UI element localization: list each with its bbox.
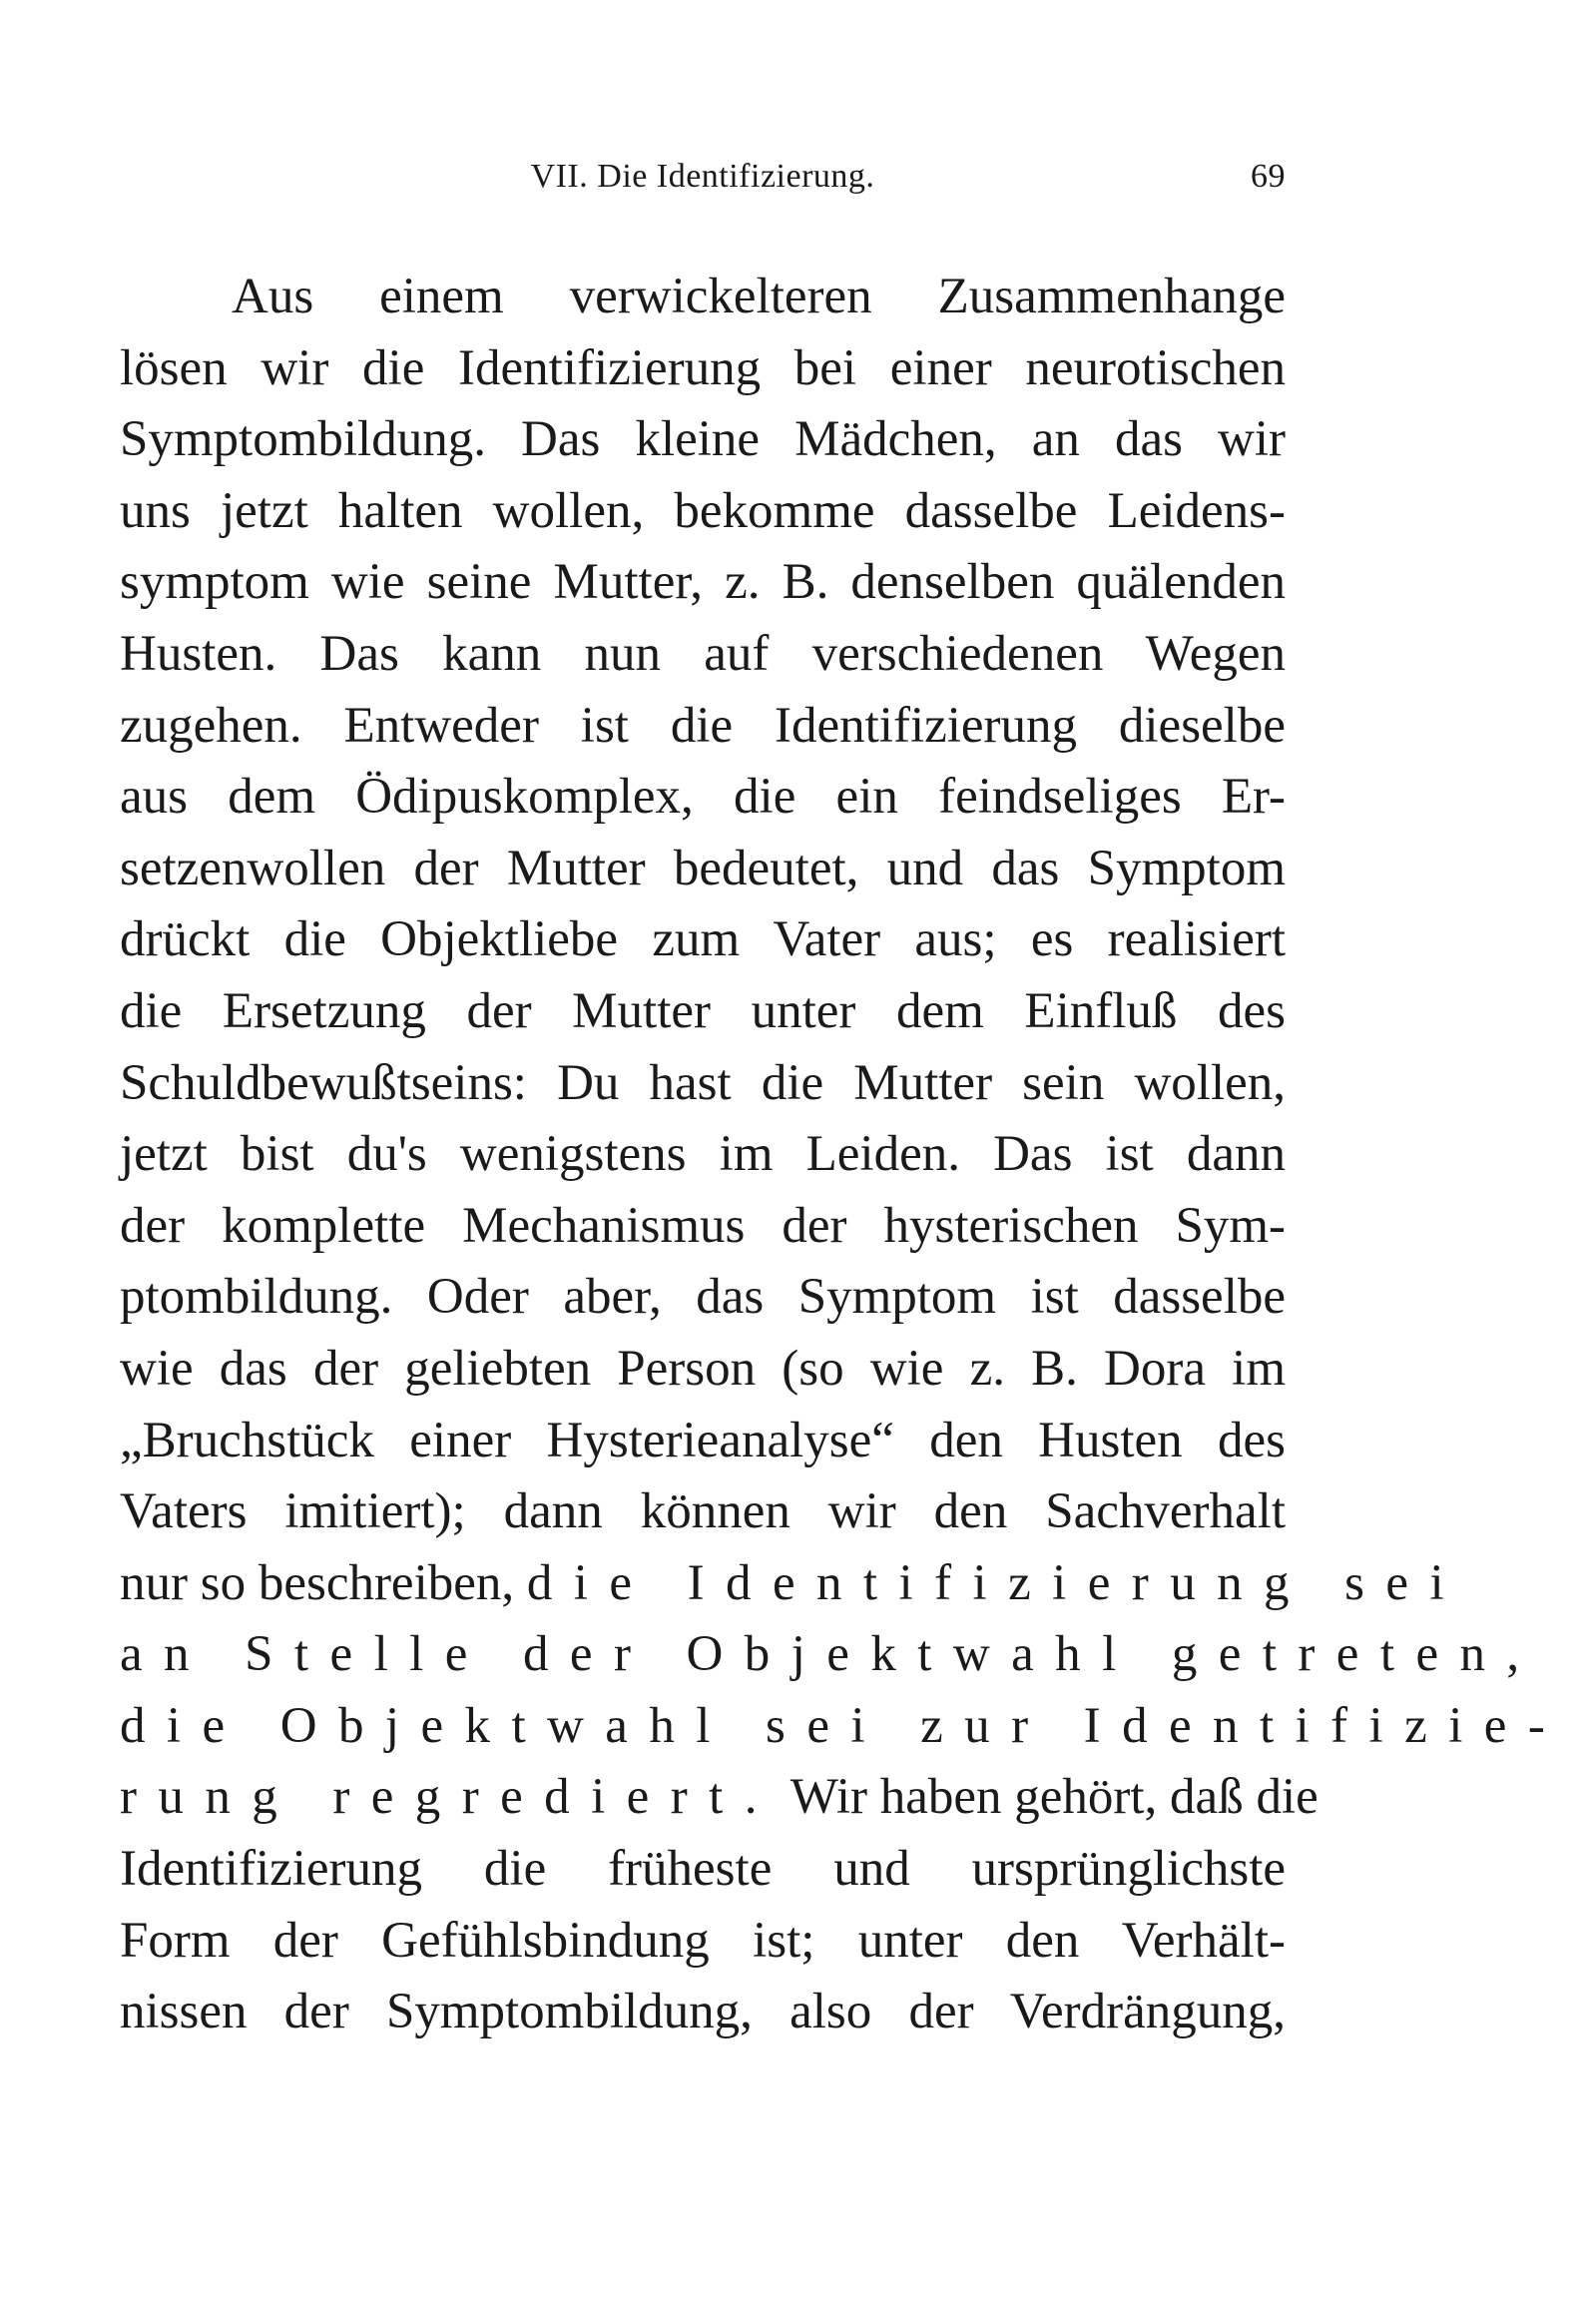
text-line-9: setzenwollen der Mutter bedeutet, und das Symptom bbox=[120, 840, 1286, 896]
text-line-20: an Stelle der Objektwahl getreten, bbox=[120, 1626, 1541, 1683]
text-line-23: Identifizierung die früheste und ursprünglichste bbox=[120, 1841, 1286, 1898]
text-line-18: Vaters imitiert); dann können wir den Sachverhalt bbox=[120, 1483, 1286, 1540]
text-line-21: die Objektwahl sei zur Identifizie- bbox=[120, 1697, 1567, 1754]
text-line-12: Schuldbewußtseins: Du hast die Mutter sein wollen, bbox=[120, 1054, 1286, 1111]
running-title: VII. Die Identifizierung. bbox=[530, 158, 875, 195]
text-line-1: Aus einem verwickelteren Zusammenhange bbox=[232, 269, 1286, 324]
text-line-5: symptom wie seine Mutter, z. B. denselben quälenden bbox=[120, 554, 1286, 611]
text-line-11: die Ersetzung der Mutter unter dem Einfluß des bbox=[120, 982, 1286, 1039]
page-number: 69 bbox=[1251, 158, 1286, 195]
running-head bbox=[120, 158, 1286, 208]
emphasis-spaced: die Identifizierung sei bbox=[526, 1554, 1466, 1611]
text-line-22-plain: Wir haben gehört, daß die bbox=[790, 1769, 1318, 1826]
text-line-19-plain: nur so beschreiben, bbox=[120, 1554, 515, 1611]
text-line-15: ptombildung. Oder aber, das Symptom ist dasselbe bbox=[120, 1269, 1286, 1326]
text-line-22 bbox=[120, 1762, 1318, 1834]
text-line-25: nissen der Symptombildung, also der Verdrängung, bbox=[120, 1984, 1286, 2040]
text-line-2: lösen wir die Identifizierung bei einer neurotischen bbox=[120, 339, 1286, 396]
text-line-7: zugehen. Entweder ist die Identifizierung dieselbe bbox=[120, 697, 1286, 754]
text-line-24: Form der Gefühlsbindung ist; unter den Verhält- bbox=[120, 1912, 1286, 1969]
text-line-16: wie das der geliebten Person (so wie z. B. Dora im bbox=[120, 1340, 1286, 1397]
text-line-17: „Bruchstück einer Hysterieanalyse“ den Husten des bbox=[120, 1412, 1286, 1468]
text-line-19 bbox=[120, 1548, 1466, 1620]
text-line-6: Husten. Das kann nun auf verschiedenen Wegen bbox=[120, 625, 1286, 682]
text-line-3: Symptombildung. Das kleine Mädchen, an das wir bbox=[120, 411, 1286, 468]
text-line-13: jetzt bist du's wenigstens im Leiden. Das ist dann bbox=[120, 1126, 1286, 1183]
text-line-14: der komplette Mechanismus der hysterischen Sym- bbox=[120, 1197, 1286, 1254]
text-line-10: drückt die Objektliebe zum Vater aus; es realisiert bbox=[120, 911, 1286, 968]
body-text bbox=[120, 262, 1567, 2048]
emphasis-spaced: rung regrediert. bbox=[120, 1769, 779, 1826]
text-line-8: aus dem Ödipuskomplex, die ein feindseliges Er- bbox=[120, 769, 1286, 826]
text-line-4: uns jetzt halten wollen, bekomme dasselbe Leidens- bbox=[120, 482, 1286, 539]
